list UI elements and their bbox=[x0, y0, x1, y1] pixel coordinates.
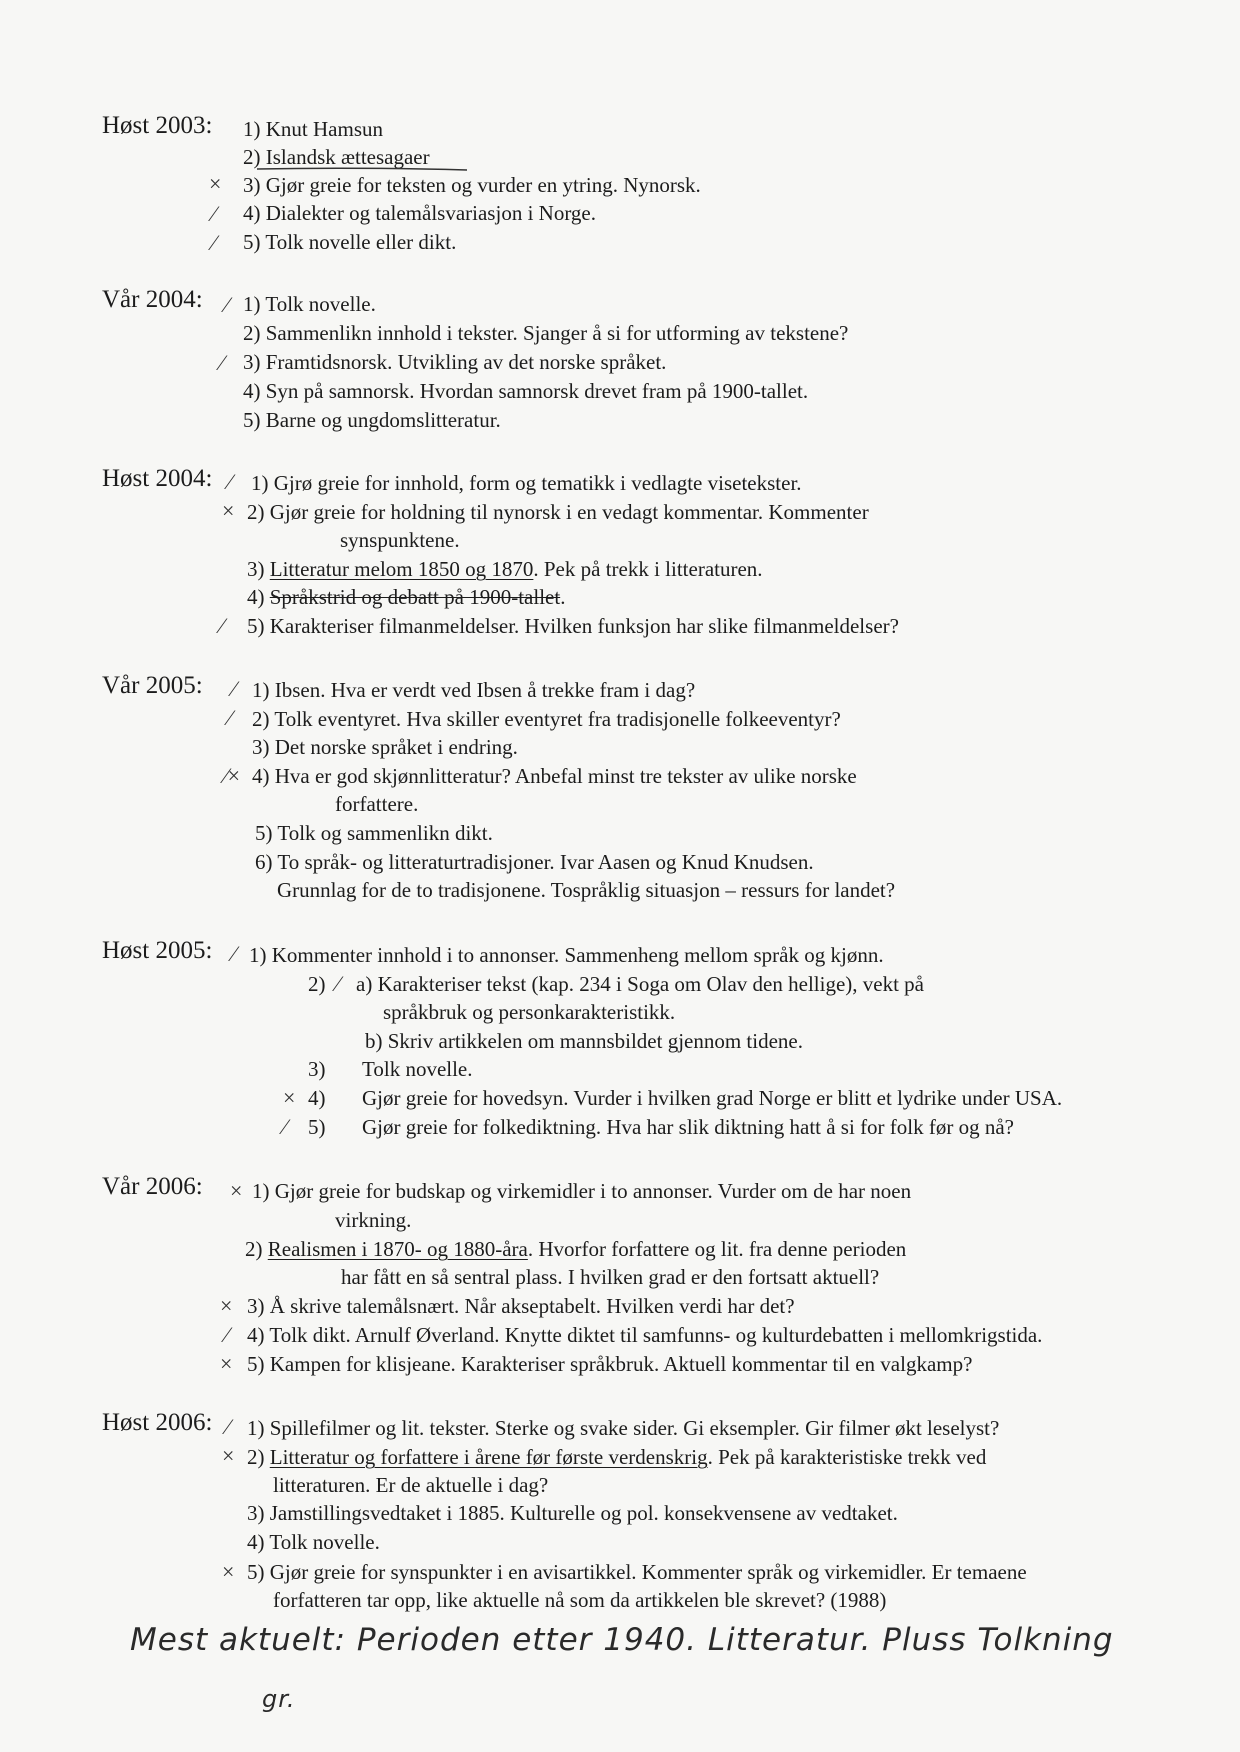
h2005-item-5: Gjør greie for folkediktning. Hva har slik diktning hatt å si for folk før og nå? bbox=[362, 1115, 1015, 1139]
h2005-item-4: Gjør greie for hovedsyn. Vurder i hvilken grad Norge er blitt et lydrike under USA. bbox=[362, 1086, 1063, 1110]
check-mark: ⁄ bbox=[283, 1114, 287, 1139]
v2006-item-5: 5) Kampen for klisjeane. Karakteriser språkbruk. Aktuell kommentar til en valgkamp? bbox=[247, 1352, 973, 1376]
v2005-item-3: 3) Det norske språket i endring. bbox=[252, 735, 518, 759]
h2003-item-2: 2) Islandsk ættesagaer bbox=[243, 145, 430, 169]
h2005-item-2a-cont: språkbruk og personkarakteristikk. bbox=[383, 1000, 676, 1024]
h2005-item-5-number: 5) bbox=[308, 1115, 326, 1139]
v2004-item-5: 5) Barne og ungdomslitteratur. bbox=[243, 408, 501, 432]
handwritten-note-cont: gr. bbox=[262, 1685, 296, 1713]
h2005-item-3: Tolk novelle. bbox=[362, 1057, 473, 1081]
check-mark: ⁄ bbox=[220, 350, 224, 375]
h2006-item-2: 2) Litteratur og forfattere i årene før første verdenskrig. Pek på karakteristiske trekk ved bbox=[247, 1445, 987, 1469]
check-cross-mark: ⁄× bbox=[224, 763, 241, 788]
check-mark: ⁄ bbox=[225, 1322, 229, 1347]
h2003-item-3: 3) Gjør greie for teksten og vurder en ytring. Nynorsk. bbox=[243, 173, 701, 197]
check-mark: ⁄ bbox=[228, 469, 232, 494]
check-mark: ⁄ bbox=[232, 941, 236, 966]
h2005-item-2a: a) Karakteriser tekst (kap. 234 i Soga om Olav den hellige), vekt på bbox=[356, 972, 924, 996]
check-mark: ⁄ bbox=[212, 201, 216, 226]
h2006-item-5-cont: forfatteren tar opp, like aktuelle nå som da artikkelen ble skrevet? (1988) bbox=[273, 1588, 887, 1612]
cross-mark: × bbox=[220, 1293, 233, 1318]
v2005-item-4: 4) Hva er god skjønnlitteratur? Anbefal minst tre tekster av ulike norske bbox=[252, 764, 857, 788]
cross-mark: × bbox=[209, 171, 222, 196]
v2006-item-4: 4) Tolk dikt. Arnulf Øverland. Knytte diktet til samfunns- og kulturdebatten i mellomkrigstida. bbox=[247, 1323, 1043, 1347]
handwritten-note: Mest aktuelt: Perioden etter 1940. Litteratur. Pluss Tolkning bbox=[130, 1622, 1114, 1658]
h2005-item-3-number: 3) bbox=[308, 1057, 326, 1081]
v2005-item-2: 2) Tolk eventyret. Hva skiller eventyret fra tradisjonelle folkeeventyr? bbox=[252, 707, 841, 731]
h2004-item-5: 5) Karakteriser filmanmeldelser. Hvilken funksjon har slike filmanmeldelser? bbox=[247, 614, 899, 638]
v2006-item-2: 2) Realismen i 1870- og 1880-åra. Hvorfor forfattere og lit. fra denne perioden bbox=[245, 1237, 907, 1261]
h2004-item-2-cont: synspunktene. bbox=[340, 528, 460, 552]
h2005-item-4-number: 4) bbox=[308, 1086, 326, 1110]
h2006-item-3: 3) Jamstillingsvedtaket i 1885. Kulturelle og pol. konsekvensene av vedtaket. bbox=[247, 1501, 898, 1525]
v2006-item-1-cont: virkning. bbox=[335, 1208, 412, 1232]
v2006-item-2-cont: har fått en så sentral plass. I hvilken grad er den fortsatt aktuell? bbox=[341, 1265, 880, 1289]
cross-mark: × bbox=[222, 1443, 235, 1468]
h2006-item-4: 4) Tolk novelle. bbox=[247, 1530, 380, 1554]
h2004-item-3: 3) Litteratur melom 1850 og 1870. Pek på trekk i litteraturen. bbox=[247, 557, 763, 581]
h2005-item-2-number: 2) bbox=[308, 972, 326, 996]
term-heading-host-2006: Høst 2006: bbox=[102, 1409, 213, 1436]
h2003-item-5: 5) Tolk novelle eller dikt. bbox=[243, 230, 457, 254]
v2004-item-3: 3) Framtidsnorsk. Utvikling av det norske språket. bbox=[243, 350, 667, 374]
v2004-item-1: 1) Tolk novelle. bbox=[243, 292, 376, 316]
term-heading-var-2005: Vår 2005: bbox=[102, 672, 203, 699]
h2005-item-1: 1) Kommenter innhold i to annonser. Sammenheng mellom språk og kjønn. bbox=[249, 943, 884, 967]
h2006-item-2-cont: litteraturen. Er de aktuelle i dag? bbox=[273, 1473, 549, 1497]
cross-mark: × bbox=[222, 498, 235, 523]
v2004-item-4: 4) Syn på samnorsk. Hvordan samnorsk drevet fram på 1900-tallet. bbox=[243, 379, 809, 403]
v2005-item-1: 1) Ibsen. Hva er verdt ved Ibsen å trekke fram i dag? bbox=[252, 678, 696, 702]
h2004-item-2: 2) Gjør greie for holdning til nynorsk i en vedagt kommentar. Kommenter bbox=[247, 500, 869, 524]
v2006-item-1: 1) Gjør greie for budskap og virkemidler i to annonser. Vurder om de har noen bbox=[252, 1179, 912, 1203]
h2004-item-1: 1) Gjrø greie for innhold, form og tematikk i vedlagte visetekster. bbox=[251, 471, 802, 495]
pen-underline bbox=[255, 166, 470, 172]
check-mark: ⁄ bbox=[228, 705, 232, 730]
term-heading-host-2003: Høst 2003: bbox=[102, 112, 213, 139]
h2006-item-5: 5) Gjør greie for synspunkter i en avisartikkel. Kommenter språk og virkemidler. Er temaene bbox=[247, 1560, 1027, 1584]
h2005-item-2b: b) Skriv artikkelen om mannsbildet gjennom tidene. bbox=[365, 1029, 803, 1053]
cross-mark: × bbox=[222, 1559, 235, 1584]
check-mark: ⁄ bbox=[232, 676, 236, 701]
h2003-item-1: 1) Knut Hamsun bbox=[243, 117, 383, 141]
v2004-item-2: 2) Sammenlikn innhold i tekster. Sjanger å si for utforming av tekstene? bbox=[243, 321, 849, 345]
cross-mark: × bbox=[220, 1351, 233, 1376]
check-mark: ⁄ bbox=[212, 230, 216, 255]
v2006-item-3: 3) Å skrive talemålsnært. Når akseptabelt. Hvilken verdi har det? bbox=[247, 1294, 795, 1318]
check-mark: ⁄ bbox=[226, 1414, 230, 1439]
h2004-item-4: 4) Språkstrid og debatt på 1900-tallet. bbox=[247, 585, 566, 609]
v2005-item-5: 5) Tolk og sammenlikn dikt. bbox=[255, 821, 493, 845]
term-heading-host-2005: Høst 2005: bbox=[102, 937, 213, 964]
h2006-item-1: 1) Spillefilmer og lit. tekster. Sterke og svake sider. Gi eksempler. Gir filmer økt leselyst? bbox=[247, 1416, 1000, 1440]
h2003-item-4: 4) Dialekter og talemålsvariasjon i Norge. bbox=[243, 201, 597, 225]
check-mark: ⁄ bbox=[336, 971, 340, 996]
check-mark: ⁄ bbox=[220, 613, 224, 638]
v2005-item-6-cont: Grunnlag for de to tradisjonene. Tospråklig situasjon – ressurs for landet? bbox=[277, 878, 896, 902]
term-heading-var-2004: Vår 2004: bbox=[102, 286, 203, 313]
term-heading-host-2004: Høst 2004: bbox=[102, 465, 213, 492]
v2005-item-4-cont: forfattere. bbox=[335, 792, 419, 816]
cross-mark: × bbox=[283, 1085, 296, 1110]
check-mark: ⁄ bbox=[225, 292, 229, 317]
term-heading-var-2006: Vår 2006: bbox=[102, 1173, 203, 1200]
v2005-item-6: 6) To språk- og litteraturtradisjoner. Ivar Aasen og Knud Knudsen. bbox=[255, 850, 814, 874]
cross-mark: × bbox=[230, 1178, 243, 1203]
